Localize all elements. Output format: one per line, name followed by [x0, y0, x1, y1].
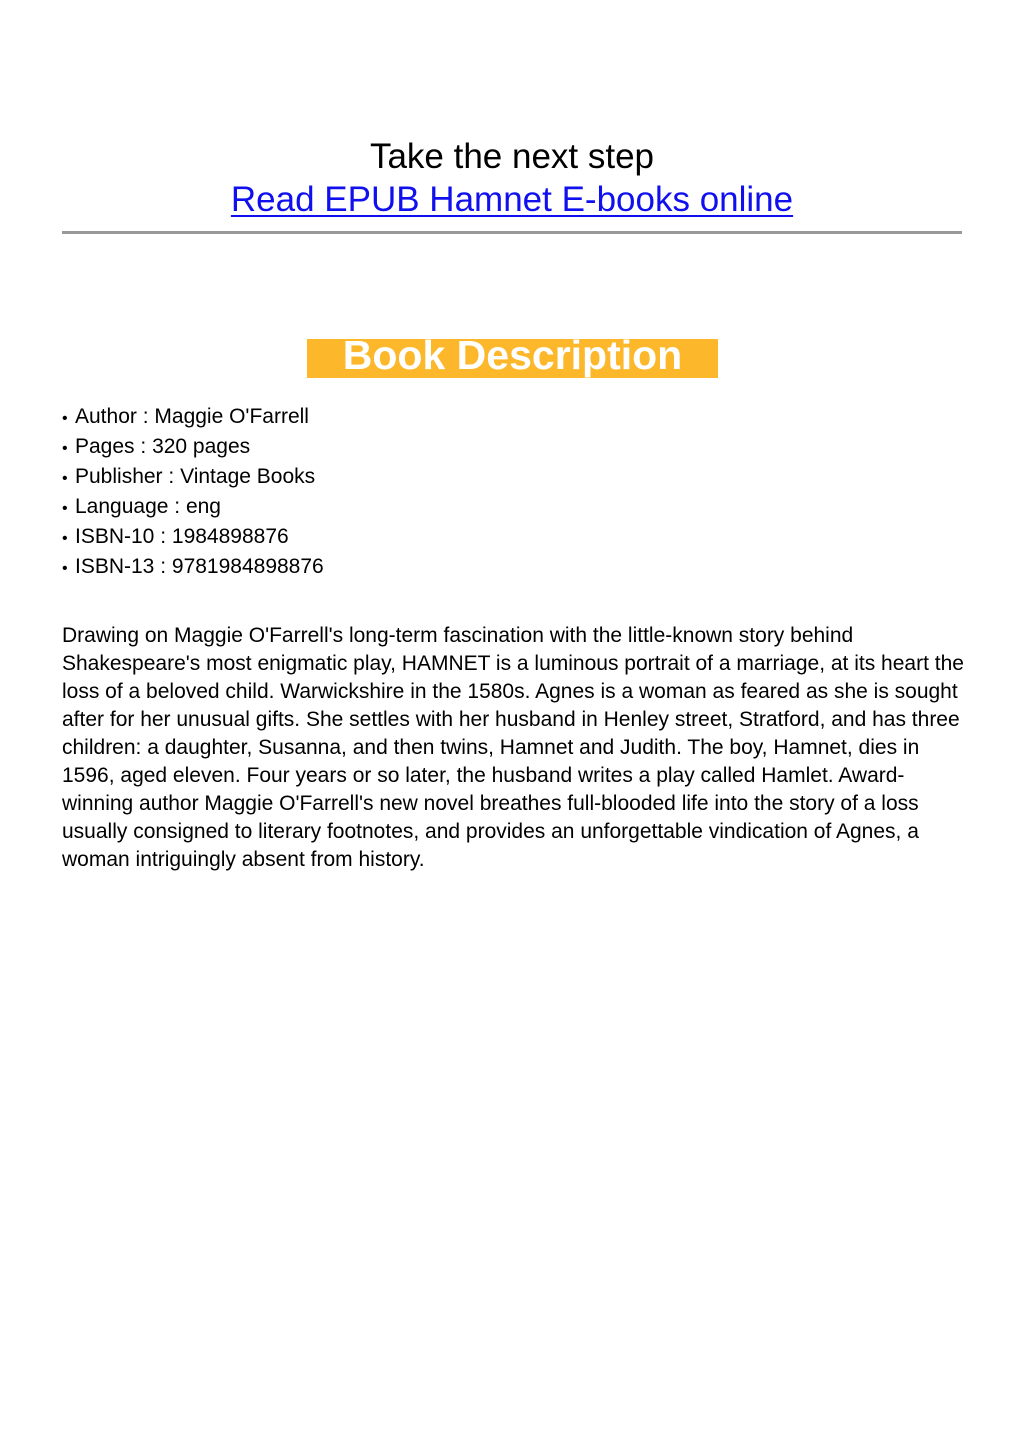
detail-label: Pages [75, 435, 135, 458]
header-divider [62, 231, 962, 234]
section-title: Book Description [342, 332, 683, 378]
detail-value: 320 pages [152, 435, 251, 458]
detail-pages: • Pages : 320 pages [62, 433, 324, 463]
bullet-icon: • [62, 410, 68, 427]
book-description: Drawing on Maggie O'Farrell's long-term fascination with the little-known story behind Shakespeare's most enigmatic play, HAMNET is a luminous portrait of a marriage, at its heart the loss of a beloved child. Warwickshire in the 1580s. Agnes is a woman as feared as she is sought after for her unusual gifts. She settles with her husband in Henley street, Stratford, and has three children: a daughter, Susanna, and then twins, Hamnet and Judith. The boy, Hamnet, dies in 1596, aged eleven. Four years or so later, the husband writes a play called Hamlet. Award-winning author Maggie O'Farrell's new novel breathes full-blooded life into the story of a loss usually consigned to literary footnotes, and provides an unforgettable vindication of Agnes, a woman intriguingly absent from history. [62, 624, 964, 871]
detail-value: Maggie O'Farrell [154, 405, 309, 428]
detail-publisher: • Publisher : Vintage Books [62, 463, 324, 493]
bullet-icon: • [62, 440, 68, 457]
detail-language: • Language : eng [62, 493, 324, 523]
detail-label: ISBN-13 [75, 555, 155, 578]
page-heading: Take the next step [369, 137, 655, 176]
detail-label: Language [75, 495, 169, 518]
bullet-icon: • [62, 530, 68, 547]
detail-value: Vintage Books [180, 465, 316, 488]
detail-label: Publisher [75, 465, 163, 488]
bullet-icon: • [62, 470, 68, 487]
book-details-list [62, 403, 324, 583]
bullet-icon: • [62, 560, 68, 577]
detail-value: 1984898876 [171, 525, 289, 548]
read-online-link-container [0, 179, 1024, 221]
bullet-icon: • [62, 500, 68, 517]
detail-isbn-10: • ISBN-10 : 1984898876 [62, 523, 324, 553]
detail-isbn-13: • ISBN-13 : 9781984898876 [62, 553, 324, 583]
detail-value: 9781984898876 [171, 555, 324, 578]
detail-label: ISBN-10 [75, 525, 155, 548]
detail-label: Author [75, 405, 137, 428]
detail-author: • Author : Maggie O'Farrell [62, 403, 324, 433]
read-online-link[interactable]: Read EPUB Hamnet E-books online [230, 180, 794, 219]
detail-value: eng [185, 495, 221, 518]
